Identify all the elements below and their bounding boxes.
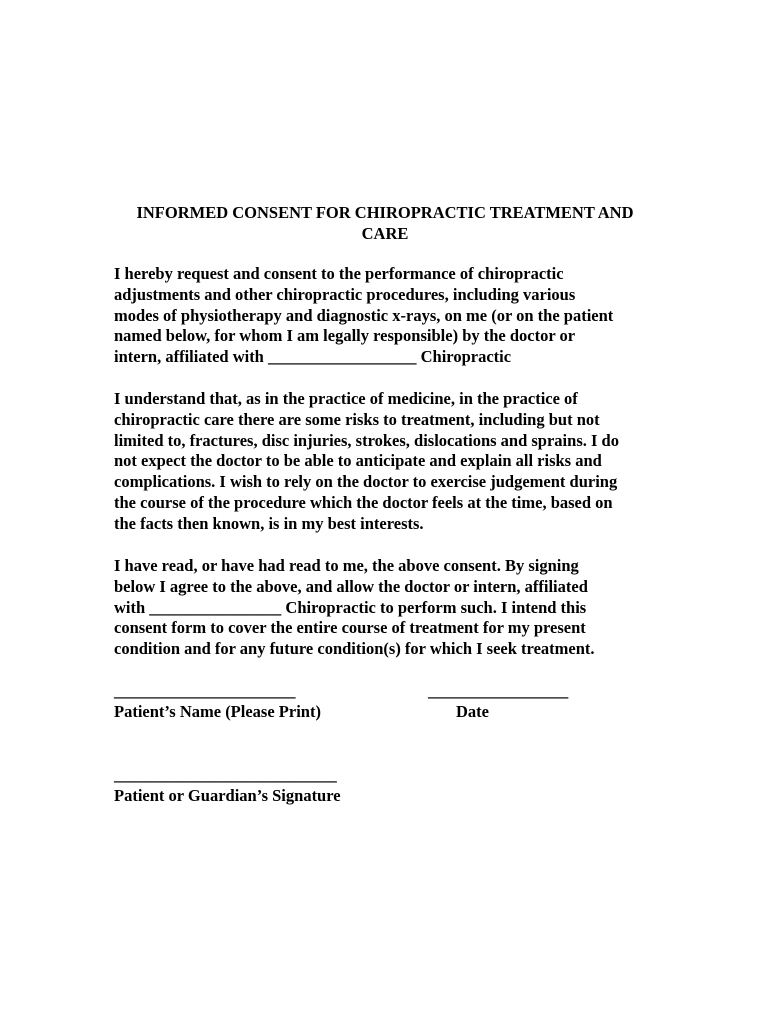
paragraph-line: I understand that, as in the practice of medicine, in the practice of (114, 389, 578, 408)
patient-name-label: Patient’s Name (Please Print) (114, 702, 321, 721)
paragraph-line: chiropractic care there are some risks to treatment, including but not (114, 409, 600, 429)
risks-paragraph (114, 389, 659, 535)
paragraph-line: I have read, or have had read to me, the above consent. By signing (114, 556, 579, 575)
paragraph-line: with ________________ Chiropractic to perform such. I intend this (114, 597, 587, 617)
form-title (100, 202, 670, 244)
paragraph-line: consent form to cover the entire course of treatment for my present (114, 618, 586, 638)
date-label: Date (456, 702, 489, 721)
signature-label: Patient or Guardian’s Signature (114, 786, 341, 805)
paragraph-line: the course of the procedure which the doctor feels at the time, based on (114, 492, 613, 512)
form-title-line-2: CARE (361, 224, 409, 243)
paragraph-line: adjustments and other chiropractic procedures, including various (114, 284, 576, 304)
paragraph-line: the facts then known, is in my best interests. (114, 513, 424, 533)
paragraph-line: intern, affiliated with __________________ Chiropractic (114, 347, 512, 367)
date-line: _________________ (428, 681, 569, 700)
agreement-paragraph (114, 556, 659, 660)
paragraph-line: complications. I wish to rely on the doctor to exercise judgement during (114, 472, 618, 492)
paragraph-line: limited to, fractures, disc injuries, strokes, dislocations and sprains. I do (114, 430, 619, 450)
patient-name-line: ______________________ (114, 681, 296, 700)
paragraph-line: not expect the doctor to be able to anticipate and explain all risks and (114, 451, 602, 471)
paragraph-line: named below, for whom I am legally responsible) by the doctor or (114, 326, 576, 346)
paragraph-line: modes of physiotherapy and diagnostic x-rays, on me (or on the patient (114, 305, 614, 325)
signature-line: ___________________________ (114, 765, 337, 784)
form-title-line-1: INFORMED CONSENT FOR CHIROPRACTIC TREATMENT AND (136, 203, 634, 222)
paragraph-line: condition and for any future condition(s) for which I seek treatment. (114, 639, 595, 659)
paragraph-line: below I agree to the above, and allow the doctor or intern, affiliated (114, 576, 588, 596)
paragraph-line: I hereby request and consent to the performance of chiropractic (114, 264, 564, 283)
consent-request-paragraph (114, 264, 659, 368)
